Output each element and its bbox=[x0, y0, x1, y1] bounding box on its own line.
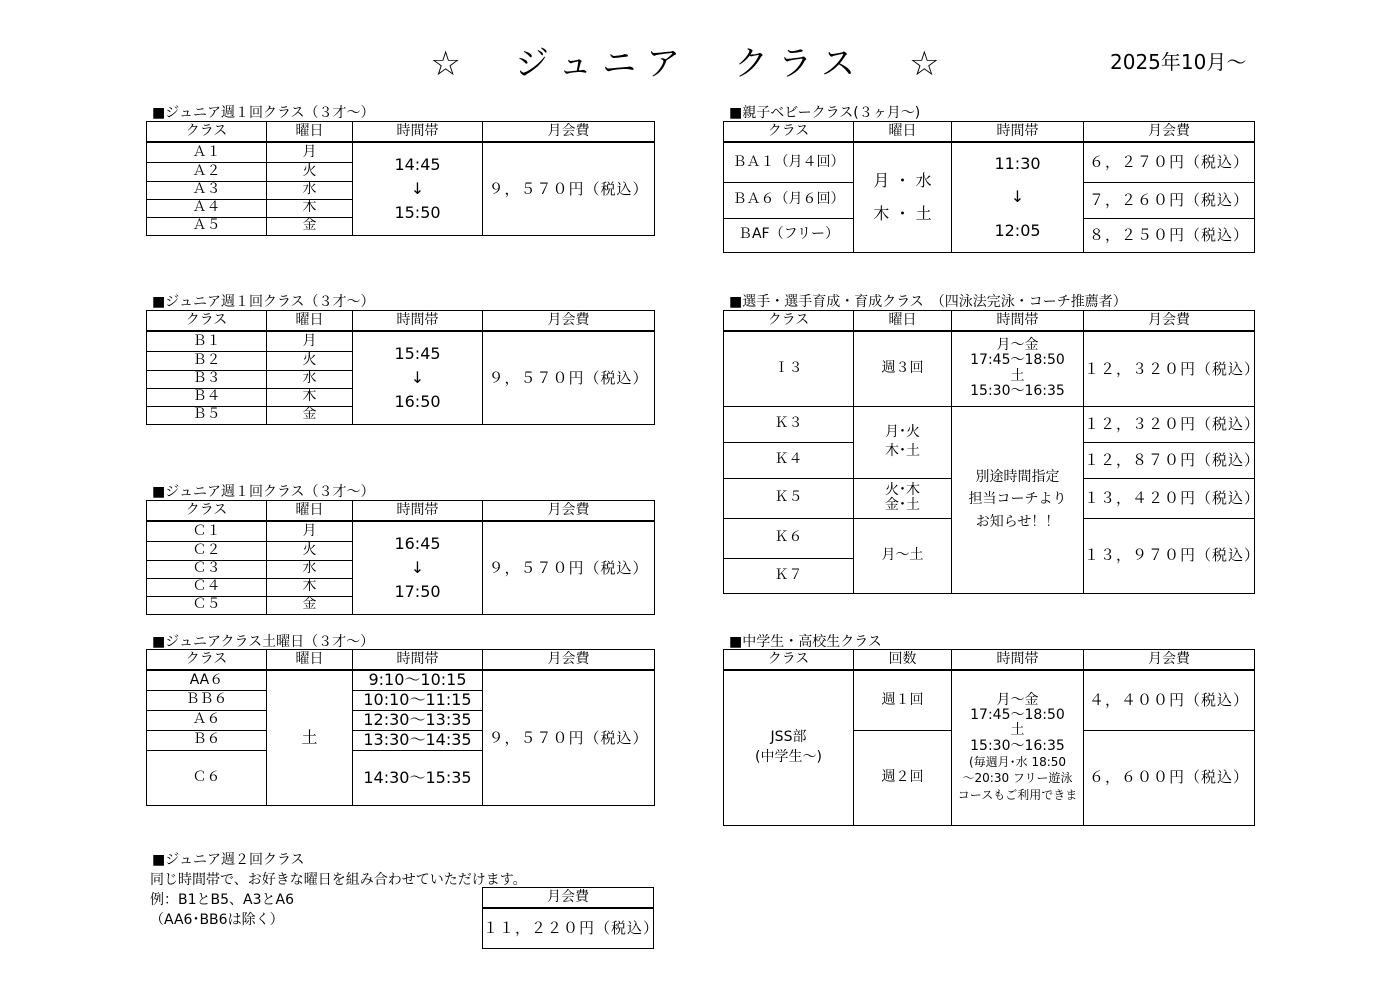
jss-table bbox=[723, 649, 1255, 826]
header-fee: 月会費 bbox=[1084, 122, 1255, 143]
class-cell: ＢＡ１（月４回） bbox=[724, 142, 854, 182]
day-cell: 水 bbox=[267, 370, 353, 388]
header-day: 曜日 bbox=[267, 311, 353, 332]
end-time: 16:50 bbox=[394, 391, 441, 411]
fee-cell: ４，４００円（税込） bbox=[1084, 670, 1255, 730]
header-fee: 月会費 bbox=[483, 888, 654, 909]
effective-date: 2025年10月～ bbox=[1110, 50, 1247, 74]
class-cell: Ｂ１ bbox=[147, 331, 267, 351]
day-cell: 週３回 bbox=[854, 331, 952, 406]
header-class: クラス bbox=[724, 122, 854, 143]
day-cell: 月～土 bbox=[854, 518, 952, 593]
header-class: クラス bbox=[147, 650, 267, 671]
time-cell: 13:30～14:35 bbox=[353, 730, 483, 750]
time-line: 土 bbox=[1010, 722, 1025, 739]
day-line: 月 ・ 水 bbox=[873, 170, 932, 190]
header-class: クラス bbox=[147, 501, 267, 522]
class-cell: AA６ bbox=[147, 670, 267, 690]
time-range-cell bbox=[353, 521, 483, 614]
junior-c-table bbox=[146, 500, 655, 615]
day-cell: 月 bbox=[267, 142, 353, 162]
day-cell: 水 bbox=[267, 181, 353, 199]
header-class: クラス bbox=[724, 311, 854, 332]
class-cell: Ｃ４ bbox=[147, 578, 267, 596]
time-cell bbox=[952, 331, 1084, 406]
start-time: 14:45 bbox=[394, 155, 441, 175]
fee-cell: ９，５７０円（税込） bbox=[483, 331, 655, 424]
time-line: 17:45～18:50 bbox=[970, 707, 1065, 724]
time-line: 15:30～16:35 bbox=[970, 737, 1065, 754]
header-class: クラス bbox=[147, 311, 267, 332]
saturday-heading: ■ジュニアクラス土曜日（３才～） bbox=[152, 634, 375, 650]
header-fee: 月会費 bbox=[1084, 650, 1255, 671]
class-cell: ＢＡ６（月６回） bbox=[724, 182, 854, 218]
day-cell: 木 bbox=[267, 199, 353, 217]
athlete-heading: ■選手・選手育成・育成クラス （四泳法完泳・コーチ推薦者） bbox=[729, 294, 1127, 310]
day-cell: 火 bbox=[267, 541, 353, 560]
day-cell: 金 bbox=[267, 406, 353, 424]
day-cell: 火 bbox=[267, 162, 353, 181]
time-cell: 10:10～11:15 bbox=[353, 690, 483, 710]
fee-cell: ６，２７０円（税込） bbox=[1084, 142, 1255, 182]
junior-c-heading: ■ジュニア週１回クラス（３才～） bbox=[152, 484, 375, 500]
class-cell: ＢAF（フリー） bbox=[724, 218, 854, 252]
time-line: 月～金 bbox=[996, 336, 1039, 353]
day-cell: 木 bbox=[267, 578, 353, 596]
header-time: 時間帯 bbox=[353, 122, 483, 143]
time-cell bbox=[952, 670, 1084, 825]
start-time: 11:30 bbox=[994, 153, 1041, 173]
fee-cell: １２，３２０円（税込） bbox=[1084, 331, 1255, 406]
class-cell: Ｂ６ bbox=[147, 730, 267, 750]
page-title: ☆ ジュニア クラス ☆ bbox=[430, 44, 950, 84]
note-line: コースもご利用できま bbox=[957, 787, 1078, 802]
time-cell: 14:30～15:35 bbox=[353, 750, 483, 805]
header-time: 時間帯 bbox=[353, 650, 483, 671]
header-day: 曜日 bbox=[267, 122, 353, 143]
class-cell: Ａ４ bbox=[147, 199, 267, 217]
junior-a-heading: ■ジュニア週１回クラス（３才～） bbox=[152, 105, 375, 121]
class-cell: ＢＢ６ bbox=[147, 690, 267, 710]
jss-heading: ■中学生・高校生クラス bbox=[729, 634, 882, 650]
twice-description: 同じ時間帯で、お好きな曜日を組み合わせていただけます。 bbox=[150, 872, 527, 888]
day-cell: 木 bbox=[267, 388, 353, 406]
header-time: 時間帯 bbox=[353, 311, 483, 332]
class-cell: Ａ６ bbox=[147, 710, 267, 730]
class-cell: Ｂ５ bbox=[147, 406, 267, 424]
header-fee: 月会費 bbox=[1084, 311, 1255, 332]
time-range-cell bbox=[952, 142, 1084, 252]
header-time: 時間帯 bbox=[952, 650, 1084, 671]
class-name: JSS部 bbox=[770, 729, 807, 746]
class-note: (中学生～) bbox=[755, 748, 822, 765]
count-cell: 週１回 bbox=[854, 670, 952, 730]
fee-cell: １３，９７０円（税込） bbox=[1084, 518, 1255, 593]
class-cell: Ａ１ bbox=[147, 142, 267, 162]
class-cell: Ｋ３ bbox=[724, 406, 854, 442]
header-day: 曜日 bbox=[267, 650, 353, 671]
header-count: 回数 bbox=[854, 650, 952, 671]
header-day: 曜日 bbox=[854, 311, 952, 332]
arrow-down-icon: ↓ bbox=[410, 557, 425, 577]
time-range-cell bbox=[353, 331, 483, 424]
fee-cell: １３，４２０円（税込） bbox=[1084, 478, 1255, 518]
arrow-down-icon: ↓ bbox=[1010, 187, 1025, 207]
day-cell bbox=[854, 406, 952, 478]
time-cell: 9:10～10:15 bbox=[353, 670, 483, 690]
header-fee: 月会費 bbox=[483, 311, 655, 332]
day-cell: 金 bbox=[267, 596, 353, 614]
start-time: 16:45 bbox=[394, 534, 441, 554]
header-time: 時間帯 bbox=[952, 122, 1084, 143]
header-class: クラス bbox=[147, 122, 267, 143]
fee-cell: ８，２５０円（税込） bbox=[1084, 218, 1255, 252]
fee-cell: ９，５７０円（税込） bbox=[483, 521, 655, 614]
twice-heading: ■ジュニア週２回クラス bbox=[152, 852, 305, 868]
time-line: 15:30～16:35 bbox=[970, 383, 1065, 400]
header-day: 曜日 bbox=[267, 501, 353, 522]
class-cell: Ｃ３ bbox=[147, 560, 267, 578]
header-time: 時間帯 bbox=[952, 311, 1084, 332]
time-range-cell bbox=[353, 142, 483, 235]
header-fee: 月会費 bbox=[483, 122, 655, 143]
time-line: 月～金 bbox=[996, 691, 1039, 708]
class-cell bbox=[724, 670, 854, 825]
junior-b-table bbox=[146, 310, 655, 425]
day-line: 金･土 bbox=[885, 497, 920, 513]
fee-cell: １２，８７０円（税込） bbox=[1084, 442, 1255, 478]
fee-cell: ９，５７０円（税込） bbox=[483, 670, 655, 805]
time-line: 土 bbox=[1010, 367, 1025, 384]
baby-table bbox=[723, 121, 1255, 253]
class-cell: Ｃ６ bbox=[147, 750, 267, 805]
day-cell: 金 bbox=[267, 217, 353, 235]
day-line: 木 ・ 土 bbox=[873, 204, 932, 224]
header-fee: 月会費 bbox=[483, 650, 655, 671]
header-class: クラス bbox=[724, 650, 854, 671]
note-line: ～20:30 フリー遊泳 bbox=[962, 771, 1073, 786]
class-cell: Ａ３ bbox=[147, 181, 267, 199]
class-cell: Ｂ４ bbox=[147, 388, 267, 406]
day-cell: 月 bbox=[267, 331, 353, 351]
class-cell: Ｃ１ bbox=[147, 521, 267, 541]
class-cell: Ａ２ bbox=[147, 162, 267, 181]
time-note-cell bbox=[952, 406, 1084, 593]
start-time: 15:45 bbox=[394, 344, 441, 364]
class-cell: Ｉ３ bbox=[724, 331, 854, 406]
junior-a-table bbox=[146, 121, 655, 236]
end-time: 15:50 bbox=[394, 202, 441, 222]
class-cell: Ｋ６ bbox=[724, 518, 854, 558]
day-cell: 火 bbox=[267, 351, 353, 370]
header-day: 曜日 bbox=[854, 122, 952, 143]
fee-cell: ９，５７０円（税込） bbox=[483, 142, 655, 235]
fee-cell: ６，６００円（税込） bbox=[1084, 730, 1255, 825]
note-line: 担当コーチより bbox=[968, 491, 1067, 508]
day-cell: 月 bbox=[267, 521, 353, 541]
class-cell: Ｂ３ bbox=[147, 370, 267, 388]
day-cell: 土 bbox=[267, 670, 353, 805]
end-time: 12:05 bbox=[994, 221, 1041, 241]
count-cell: 週２回 bbox=[854, 730, 952, 825]
saturday-table bbox=[146, 649, 655, 806]
header-time: 時間帯 bbox=[353, 501, 483, 522]
twice-exclusion: （AA6･BB6は除く） bbox=[150, 912, 284, 928]
time-line: 17:45～18:50 bbox=[970, 352, 1065, 369]
class-cell: Ｃ２ bbox=[147, 541, 267, 560]
day-cell bbox=[854, 142, 952, 252]
arrow-down-icon: ↓ bbox=[410, 367, 425, 387]
time-cell: 12:30～13:35 bbox=[353, 710, 483, 730]
fee-cell: １２，３２０円（税込） bbox=[1084, 406, 1255, 442]
arrow-down-icon: ↓ bbox=[410, 178, 425, 198]
note-line: (毎週月･水 18:50 bbox=[968, 755, 1067, 770]
day-cell: 水 bbox=[267, 560, 353, 578]
note-line: 別途時間指定 bbox=[975, 468, 1060, 485]
class-cell: Ｋ７ bbox=[724, 558, 854, 593]
junior-b-heading: ■ジュニア週１回クラス（３才～） bbox=[152, 294, 375, 310]
class-cell: Ｃ５ bbox=[147, 596, 267, 614]
end-time: 17:50 bbox=[394, 581, 441, 601]
class-cell: Ｋ４ bbox=[724, 442, 854, 478]
athlete-table bbox=[723, 310, 1261, 594]
header-fee: 月会費 bbox=[483, 501, 655, 522]
fee-cell: ７，２６０円（税込） bbox=[1084, 182, 1255, 218]
class-cell: Ａ５ bbox=[147, 217, 267, 235]
day-cell bbox=[854, 478, 952, 518]
fee-cell: １１，２２０円（税込） bbox=[483, 908, 654, 948]
note-line: お知らせ！！ bbox=[975, 513, 1060, 530]
baby-heading: ■親子ベビークラス(３ヶ月～) bbox=[729, 105, 921, 121]
day-line: 木･土 bbox=[885, 443, 920, 459]
twice-example: 例：B1とB5、A3とA6 bbox=[150, 892, 294, 908]
class-cell: Ｋ５ bbox=[724, 478, 854, 518]
class-cell: Ｂ２ bbox=[147, 351, 267, 370]
twice-fee-table bbox=[482, 887, 660, 949]
day-line: 月･火 bbox=[885, 423, 920, 440]
day-line: 火･木 bbox=[885, 481, 920, 498]
